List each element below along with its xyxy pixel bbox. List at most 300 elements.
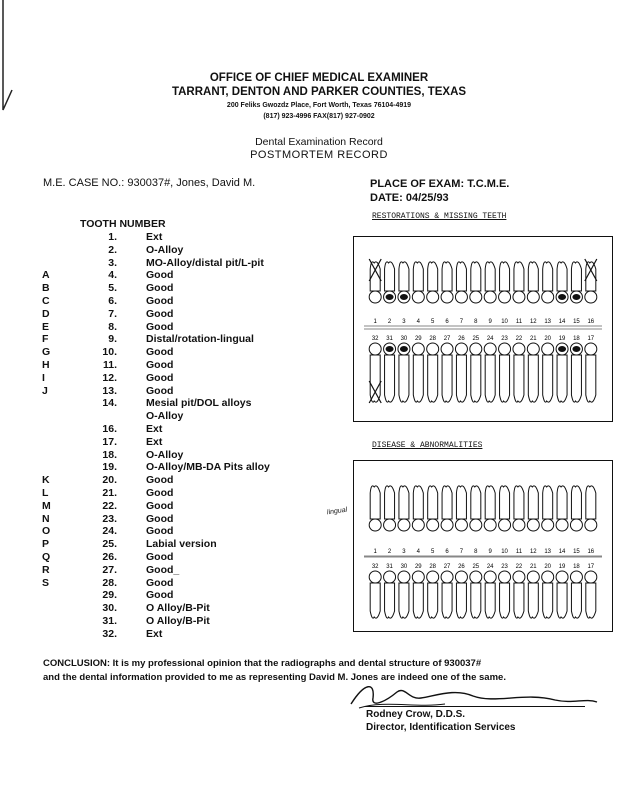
lower-tooth-number: 24 (486, 336, 494, 342)
upper-tooth (571, 262, 581, 291)
restoration-mark (386, 294, 394, 300)
lower-tooth-number: 22 (515, 564, 523, 570)
lower-tooth-number: 19 (558, 564, 566, 570)
upper-tooth (571, 486, 581, 519)
tooth-row (42, 257, 302, 270)
tooth-row (42, 308, 302, 321)
lower-tooth-number: 25 (472, 336, 480, 342)
upper-tooth (442, 486, 452, 519)
tooth-letter: A (42, 269, 50, 282)
tooth-row (42, 410, 302, 423)
tooth-num: 16. (102, 423, 117, 435)
tooth-num: 28. (102, 576, 117, 589)
tooth-row (42, 269, 302, 282)
tooth-row (42, 500, 302, 513)
tooth-num: 10. (102, 346, 117, 359)
lower-tooth-number: 17 (587, 336, 595, 342)
upper-tooth-number: 4 (416, 319, 420, 325)
upper-tooth (557, 486, 567, 519)
lower-tooth (514, 583, 524, 618)
tooth-num: 29. (102, 589, 117, 602)
tooth-row (42, 487, 302, 500)
lower-tooth-number: 26 (458, 564, 465, 570)
lower-crown (542, 343, 554, 355)
lower-crown (570, 571, 582, 583)
tooth-num: 6. (108, 295, 117, 307)
lower-tooth-number: 18 (573, 336, 580, 342)
upper-tooth (385, 262, 395, 291)
lower-tooth-number: 30 (400, 564, 408, 570)
tooth-desc: Mesial pit/DOL alloys (146, 397, 252, 410)
lower-crown (527, 571, 539, 583)
upper-tooth-number: 15 (573, 549, 580, 555)
tooth-letter: I (42, 371, 45, 384)
lower-tooth-number: 29 (414, 336, 422, 342)
signer-title: Director, Identification Services (366, 722, 516, 733)
lower-crown (369, 571, 381, 583)
tooth-num: 11. (102, 359, 117, 371)
upper-crown (542, 291, 554, 303)
lower-tooth (413, 583, 423, 618)
tooth-letter: M (42, 499, 51, 512)
tooth-num: 30. (102, 602, 117, 615)
tooth-num: 7. (108, 307, 117, 320)
lower-crown (369, 343, 381, 355)
tooth-desc: Good (146, 295, 174, 307)
case-value: 930037#, Jones, David M. (127, 177, 256, 189)
lower-tooth-number: 32 (371, 564, 379, 570)
office-title: OFFICE OF CHIEF MEDICAL EXAMINER (209, 72, 429, 84)
lower-tooth-number: 25 (472, 564, 480, 570)
upper-crown (398, 519, 410, 531)
tooth-desc: Good (146, 346, 174, 359)
place-of-exam (370, 178, 509, 190)
tooth-desc: Good_ (146, 563, 180, 576)
lower-tooth-number: 28 (429, 336, 437, 342)
tooth-row (42, 628, 302, 641)
lower-tooth (385, 583, 395, 618)
lower-crown (412, 343, 424, 355)
tooth-desc: O-Alloy/MB-DA Pits alloy (146, 461, 270, 474)
tooth-num: 2. (108, 243, 117, 256)
upper-crown (470, 519, 482, 531)
upper-tooth (385, 486, 395, 519)
tooth-letter: N (42, 512, 50, 525)
signature-line (365, 706, 585, 707)
lower-tooth (528, 583, 538, 618)
tooth-num: 26. (102, 551, 117, 563)
lower-tooth-number: 21 (529, 564, 537, 570)
upper-crown (412, 519, 424, 531)
tooth-desc: O-Alloy (146, 448, 184, 461)
case-number (43, 177, 255, 189)
place-value: T.C.M.E. (467, 178, 510, 190)
tooth-row (42, 346, 302, 359)
lower-tooth (528, 355, 538, 402)
upper-crown (542, 519, 554, 531)
form-title: Dental Examination Record (255, 136, 383, 148)
signer-name: Rodney Crow, D.D.S. (366, 709, 466, 720)
lower-tooth-number: 29 (414, 564, 422, 570)
lower-tooth (442, 583, 452, 618)
upper-tooth-number: 12 (529, 319, 537, 325)
tooth-desc: Good (146, 589, 174, 602)
lower-crown (441, 571, 453, 583)
tooth-num: 4. (108, 269, 117, 282)
upper-crown (513, 291, 525, 303)
conclusion-line-2: and the dental information provided to me as representing David M. Jones are indeed one of the same. (43, 672, 506, 683)
lower-tooth-number: 23 (501, 564, 508, 570)
tooth-num: 20. (102, 474, 117, 487)
upper-tooth (543, 262, 553, 291)
upper-crown (570, 519, 582, 531)
upper-crown (527, 291, 539, 303)
lower-tooth (557, 355, 567, 402)
upper-tooth-number: 15 (573, 319, 580, 325)
tooth-desc: Good (146, 371, 174, 384)
lower-tooth-number: 23 (501, 336, 508, 342)
upper-crown (441, 291, 453, 303)
restoration-mark (572, 346, 580, 352)
upper-tooth (500, 262, 510, 291)
tooth-desc: Ext (146, 627, 163, 640)
upper-tooth (399, 486, 409, 519)
lower-tooth (500, 355, 510, 402)
tooth-letter: F (42, 333, 49, 346)
tooth-letter: K (42, 474, 50, 487)
restoration-mark (558, 294, 566, 300)
tooth-desc: MO-Alloy/distal pit/L-pit (146, 256, 264, 269)
lower-tooth (557, 583, 567, 618)
tooth-letter: O (42, 525, 51, 538)
lower-crown (499, 343, 511, 355)
tooth-desc: Good (146, 474, 174, 487)
upper-tooth (514, 486, 524, 519)
lower-tooth-number: 28 (429, 564, 437, 570)
lower-tooth-number: 26 (458, 336, 465, 342)
upper-tooth (557, 262, 567, 291)
tooth-letter: D (42, 307, 50, 320)
upper-tooth-number: 12 (529, 549, 537, 555)
upper-tooth-number: 14 (558, 319, 566, 325)
upper-tooth (543, 486, 553, 519)
lower-tooth (485, 355, 495, 402)
disease-chart (353, 460, 613, 632)
date-value: 04/25/93 (405, 192, 449, 204)
tooth-letter: E (42, 320, 50, 333)
tooth-letter: G (42, 346, 51, 359)
counties-title: TARRANT, DENTON AND PARKER COUNTIES, TEXAS (171, 86, 467, 98)
tooth-row (42, 564, 302, 577)
lower-tooth-number: 31 (386, 564, 393, 570)
upper-crown (455, 519, 467, 531)
tooth-num: 24. (102, 525, 117, 538)
case-label: M.E. CASE NO.: (43, 177, 125, 189)
upper-tooth-number: 16 (587, 319, 595, 325)
upper-crown (556, 519, 568, 531)
upper-tooth (413, 486, 423, 519)
tooth-row (42, 551, 302, 564)
lower-tooth (543, 583, 553, 618)
lower-tooth (399, 355, 409, 402)
tooth-row (42, 295, 302, 308)
tooth-desc: Distal/rotation-lingual (146, 333, 254, 346)
restoration-mark (386, 346, 394, 352)
upper-tooth-number: 3 (402, 549, 406, 555)
lower-crown (484, 571, 496, 583)
upper-tooth-number: 16 (587, 549, 595, 555)
office-address: 200 Feliks Gwozdz Place, Fort Worth, Texas 76104-4919 (226, 102, 412, 109)
lower-tooth-number: 19 (558, 336, 566, 342)
upper-tooth (528, 486, 538, 519)
tooth-num: 1. (108, 231, 117, 243)
tooth-row (42, 474, 302, 487)
lower-tooth-number: 32 (371, 336, 379, 342)
tooth-row (42, 359, 302, 372)
lower-tooth-number: 27 (443, 564, 451, 570)
upper-tooth (471, 262, 481, 291)
upper-crown (499, 519, 511, 531)
lower-crown (484, 343, 496, 355)
lower-tooth-number: 20 (544, 336, 552, 342)
upper-tooth (471, 486, 481, 519)
tooth-desc: Good (146, 525, 174, 538)
upper-tooth-number: 1 (373, 319, 377, 325)
upper-tooth (500, 486, 510, 519)
tooth-row (42, 385, 302, 398)
upper-tooth-number: 7 (459, 549, 464, 555)
lower-crown (527, 343, 539, 355)
tooth-letter: H (42, 359, 50, 371)
upper-tooth (456, 262, 466, 291)
lower-tooth-number: 24 (486, 564, 494, 570)
restorations-label: RESTORATIONS & MISSING TEETH (372, 212, 507, 221)
lower-crown (585, 343, 597, 355)
tooth-letter: L (42, 487, 49, 499)
tooth-num: 22. (102, 499, 117, 512)
restorations-chart (353, 236, 613, 422)
tooth-num: 23. (102, 512, 117, 525)
tooth-desc: Good (146, 359, 174, 371)
upper-tooth (428, 486, 438, 519)
tooth-row (42, 577, 302, 590)
restoration-mark (400, 346, 408, 352)
tooth-row (42, 525, 302, 538)
tooth-row (42, 602, 302, 615)
lower-crown (513, 571, 525, 583)
lower-tooth (571, 583, 581, 618)
upper-tooth (485, 262, 495, 291)
tooth-desc: Good (146, 384, 174, 397)
upper-tooth-number: 8 (474, 319, 478, 325)
lower-crown (556, 571, 568, 583)
upper-tooth (370, 486, 380, 519)
lower-tooth (399, 583, 409, 618)
upper-crown (384, 519, 396, 531)
upper-crown (499, 291, 511, 303)
tooth-num: 21. (102, 487, 117, 499)
form-subtitle: POSTMORTEM RECORD (250, 149, 388, 161)
restoration-mark (558, 346, 566, 352)
upper-tooth (514, 262, 524, 291)
upper-tooth-number: 1 (373, 549, 377, 555)
tooth-num: 19. (102, 461, 117, 474)
tooth-row (42, 397, 302, 410)
lower-tooth-number: 17 (587, 564, 595, 570)
upper-tooth-number: 6 (445, 549, 449, 555)
lower-tooth (413, 355, 423, 402)
lower-tooth (456, 355, 466, 402)
tooth-letter: R (42, 563, 50, 576)
upper-tooth-number: 4 (416, 549, 420, 555)
tooth-row (42, 333, 302, 346)
tooth-num: 18. (102, 448, 117, 461)
lower-tooth (456, 583, 466, 618)
lower-crown (470, 571, 482, 583)
tooth-row (42, 449, 302, 462)
upper-tooth-number: 2 (387, 319, 392, 325)
upper-tooth-number: 11 (515, 319, 523, 325)
upper-crown (427, 519, 439, 531)
upper-tooth (399, 262, 409, 291)
upper-tooth (442, 262, 452, 291)
upper-crown (412, 291, 424, 303)
restoration-mark (400, 294, 408, 300)
lower-tooth (428, 583, 438, 618)
upper-tooth-number: 13 (544, 319, 552, 325)
tooth-desc: Good (146, 282, 174, 295)
tooth-row (42, 436, 302, 449)
tooth-num: 13. (102, 384, 117, 397)
restorations-teeth-diagram (354, 237, 612, 421)
tooth-desc: O Alloy/B-Pit (146, 615, 210, 627)
upper-tooth-number: 2 (387, 549, 392, 555)
lower-tooth (428, 355, 438, 402)
lower-tooth (514, 355, 524, 402)
tooth-desc: O-Alloy (146, 410, 184, 423)
upper-tooth-number: 8 (474, 549, 478, 555)
lower-tooth-number: 30 (400, 336, 408, 342)
upper-tooth-number: 9 (488, 549, 492, 555)
upper-crown (455, 291, 467, 303)
tooth-row (42, 231, 302, 244)
lower-tooth (571, 355, 581, 402)
lower-tooth-number: 18 (573, 564, 580, 570)
lower-tooth-number: 21 (529, 336, 537, 342)
upper-crown (585, 291, 597, 303)
disease-label: DISEASE & ABNORMALITIES (372, 441, 483, 450)
upper-crown (513, 519, 525, 531)
upper-crown (484, 519, 496, 531)
lower-crown (398, 571, 410, 583)
lower-crown (455, 343, 467, 355)
tooth-num: 31. (102, 615, 117, 627)
lower-tooth (543, 355, 553, 402)
upper-tooth (485, 486, 495, 519)
tooth-num: 25. (102, 538, 117, 551)
upper-crown (484, 291, 496, 303)
lower-tooth-number: 31 (386, 336, 393, 342)
tooth-row (42, 513, 302, 526)
upper-tooth (413, 262, 423, 291)
lower-crown (499, 571, 511, 583)
tooth-desc: O-Alloy (146, 243, 184, 256)
lower-tooth-number: 20 (544, 564, 552, 570)
lower-tooth-number: 27 (443, 336, 451, 342)
upper-tooth-number: 6 (445, 319, 449, 325)
upper-tooth (456, 486, 466, 519)
tooth-letter: P (42, 538, 50, 551)
lower-tooth (385, 355, 395, 402)
upper-tooth-number: 3 (402, 319, 406, 325)
lower-tooth (500, 583, 510, 618)
tooth-num: 5. (108, 282, 117, 295)
tooth-row (42, 282, 302, 295)
place-label: PLACE OF EXAM: (370, 178, 465, 190)
lower-tooth (370, 355, 380, 402)
tooth-desc: Labial version (146, 538, 217, 551)
lower-crown (513, 343, 525, 355)
lower-tooth (471, 355, 481, 402)
exam-date (370, 192, 449, 204)
tooth-desc: O Alloy/B-Pit (146, 602, 210, 615)
tooth-num: 32. (102, 627, 117, 640)
lower-crown (412, 571, 424, 583)
tooth-desc: Good (146, 269, 174, 282)
restoration-mark (572, 294, 580, 300)
lower-tooth (586, 583, 596, 618)
lower-crown (441, 343, 453, 355)
tooth-desc: Good (146, 487, 174, 499)
tooth-desc: Good (146, 576, 174, 589)
tooth-row (42, 321, 302, 334)
upper-tooth (586, 486, 596, 519)
lower-tooth (586, 355, 596, 402)
upper-tooth (428, 262, 438, 291)
tooth-row (42, 372, 302, 385)
lingual-note: lingual (326, 506, 348, 517)
lower-crown (427, 343, 439, 355)
upper-crown (585, 519, 597, 531)
tooth-row (42, 244, 302, 257)
upper-crown (369, 291, 381, 303)
tooth-letter: C (42, 295, 50, 307)
lower-crown (585, 571, 597, 583)
lower-crown (427, 571, 439, 583)
tooth-letter: Q (42, 551, 51, 563)
lower-crown (470, 343, 482, 355)
upper-tooth-number: 13 (544, 549, 552, 555)
tooth-num: 12. (102, 371, 117, 384)
tooth-num: 17. (102, 435, 117, 448)
tooth-desc: Ext (146, 231, 163, 243)
lower-crown (455, 571, 467, 583)
lower-crown (384, 571, 396, 583)
tooth-desc: Good (146, 499, 174, 512)
tooth-desc: Good (146, 320, 174, 333)
tooth-letter: J (42, 384, 48, 397)
upper-crown (527, 519, 539, 531)
tooth-num: 9. (108, 333, 117, 346)
tooth-desc: Good (146, 307, 174, 320)
conclusion-line-1: CONCLUSION: It is my professional opinion that the radiographs and dental structure of 930037# (43, 658, 482, 669)
tooth-row (42, 461, 302, 474)
tooth-desc: Good (146, 551, 174, 563)
upper-tooth-number: 10 (501, 549, 508, 555)
lower-tooth (442, 355, 452, 402)
lower-tooth (370, 583, 380, 618)
upper-crown (441, 519, 453, 531)
